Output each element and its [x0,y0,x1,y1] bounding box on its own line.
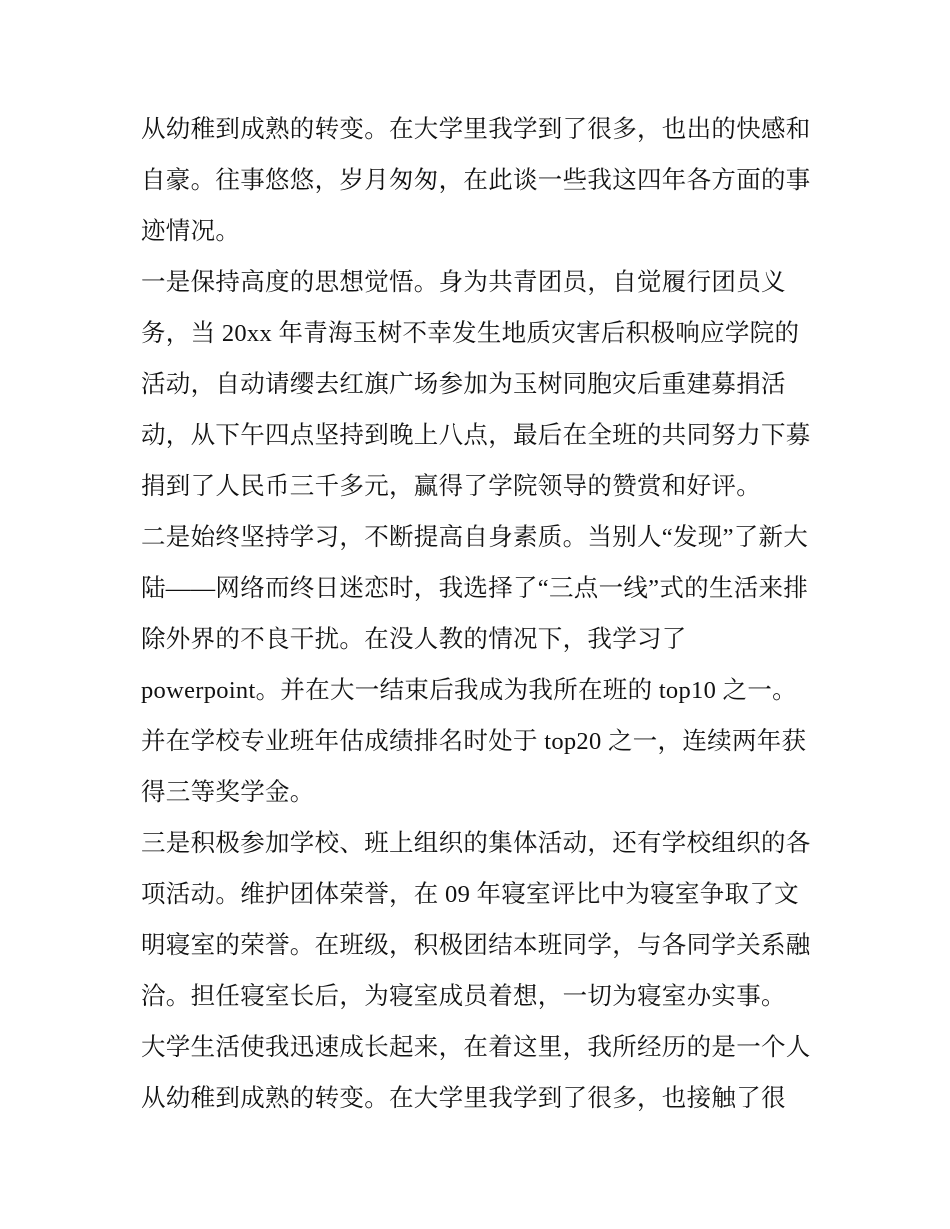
text-line: 务，当 20xx 年青海玉树不幸发生地质灾害后积极响应学院的 [141,320,800,347]
text-line: 活动，自动请缨去红旗广场参加为玉树同胞灾后重建募捐活 [141,371,786,398]
text-line: 迹情况。 [141,218,241,245]
text-line: 明寝室的荣誉。在班级，积极团结本班同学，与各同学关系融 [141,932,811,959]
text-line: 自豪。往事悠悠，岁月匆匆，在此谈一些我这四年各方面的事 [141,167,811,194]
document-body [141,108,813,1128]
text-line: 从幼稚到成熟的转变。在大学里我学到了很多，也出的快感和 [141,116,811,143]
text-line: 并在学校专业班年估成绩排名时处于 top20 之一，连续两年获 [141,728,807,755]
text-line: 洽。担任寝室长后，为寝室成员着想，一切为寝室办实事。 [141,983,786,1010]
text-line: 陆——网络而终日迷恋时，我选择了“三点一线”式的生活来排 [141,575,809,602]
text-line: 大学生活使我迅速成长起来，在着这里，我所经历的是一个人 [141,1034,811,1061]
text-line: 除外界的不良干扰。在没人教的情况下，我学习了 [141,626,687,653]
text-line: 从幼稚到成熟的转变。在大学里我学到了很多，也接触了很 [141,1085,786,1112]
text-line: 一是保持高度的思想觉悟。身为共青团员，自觉履行团员义 [141,269,786,296]
text-line: 得三等奖学金。 [141,779,315,806]
text-line: 三是积极参加学校、班上组织的集体活动，还有学校组织的各 [141,830,811,857]
text-line: 动，从下午四点坚持到晚上八点，最后在全班的共同努力下募 [141,422,811,449]
text-line: 捐到了人民币三千多元，赢得了学院领导的赞赏和好评。 [141,473,761,500]
text-line: 二是始终坚持学习，不断提高自身素质。当别人“发现”了新大 [141,524,809,551]
text-line: 项活动。维护团体荣誉，在 09 年寝室评比中为寝室争取了文 [141,881,799,908]
text-line: powerpoint。并在大一结束后我成为我所在班的 top10 之一。 [141,677,797,704]
